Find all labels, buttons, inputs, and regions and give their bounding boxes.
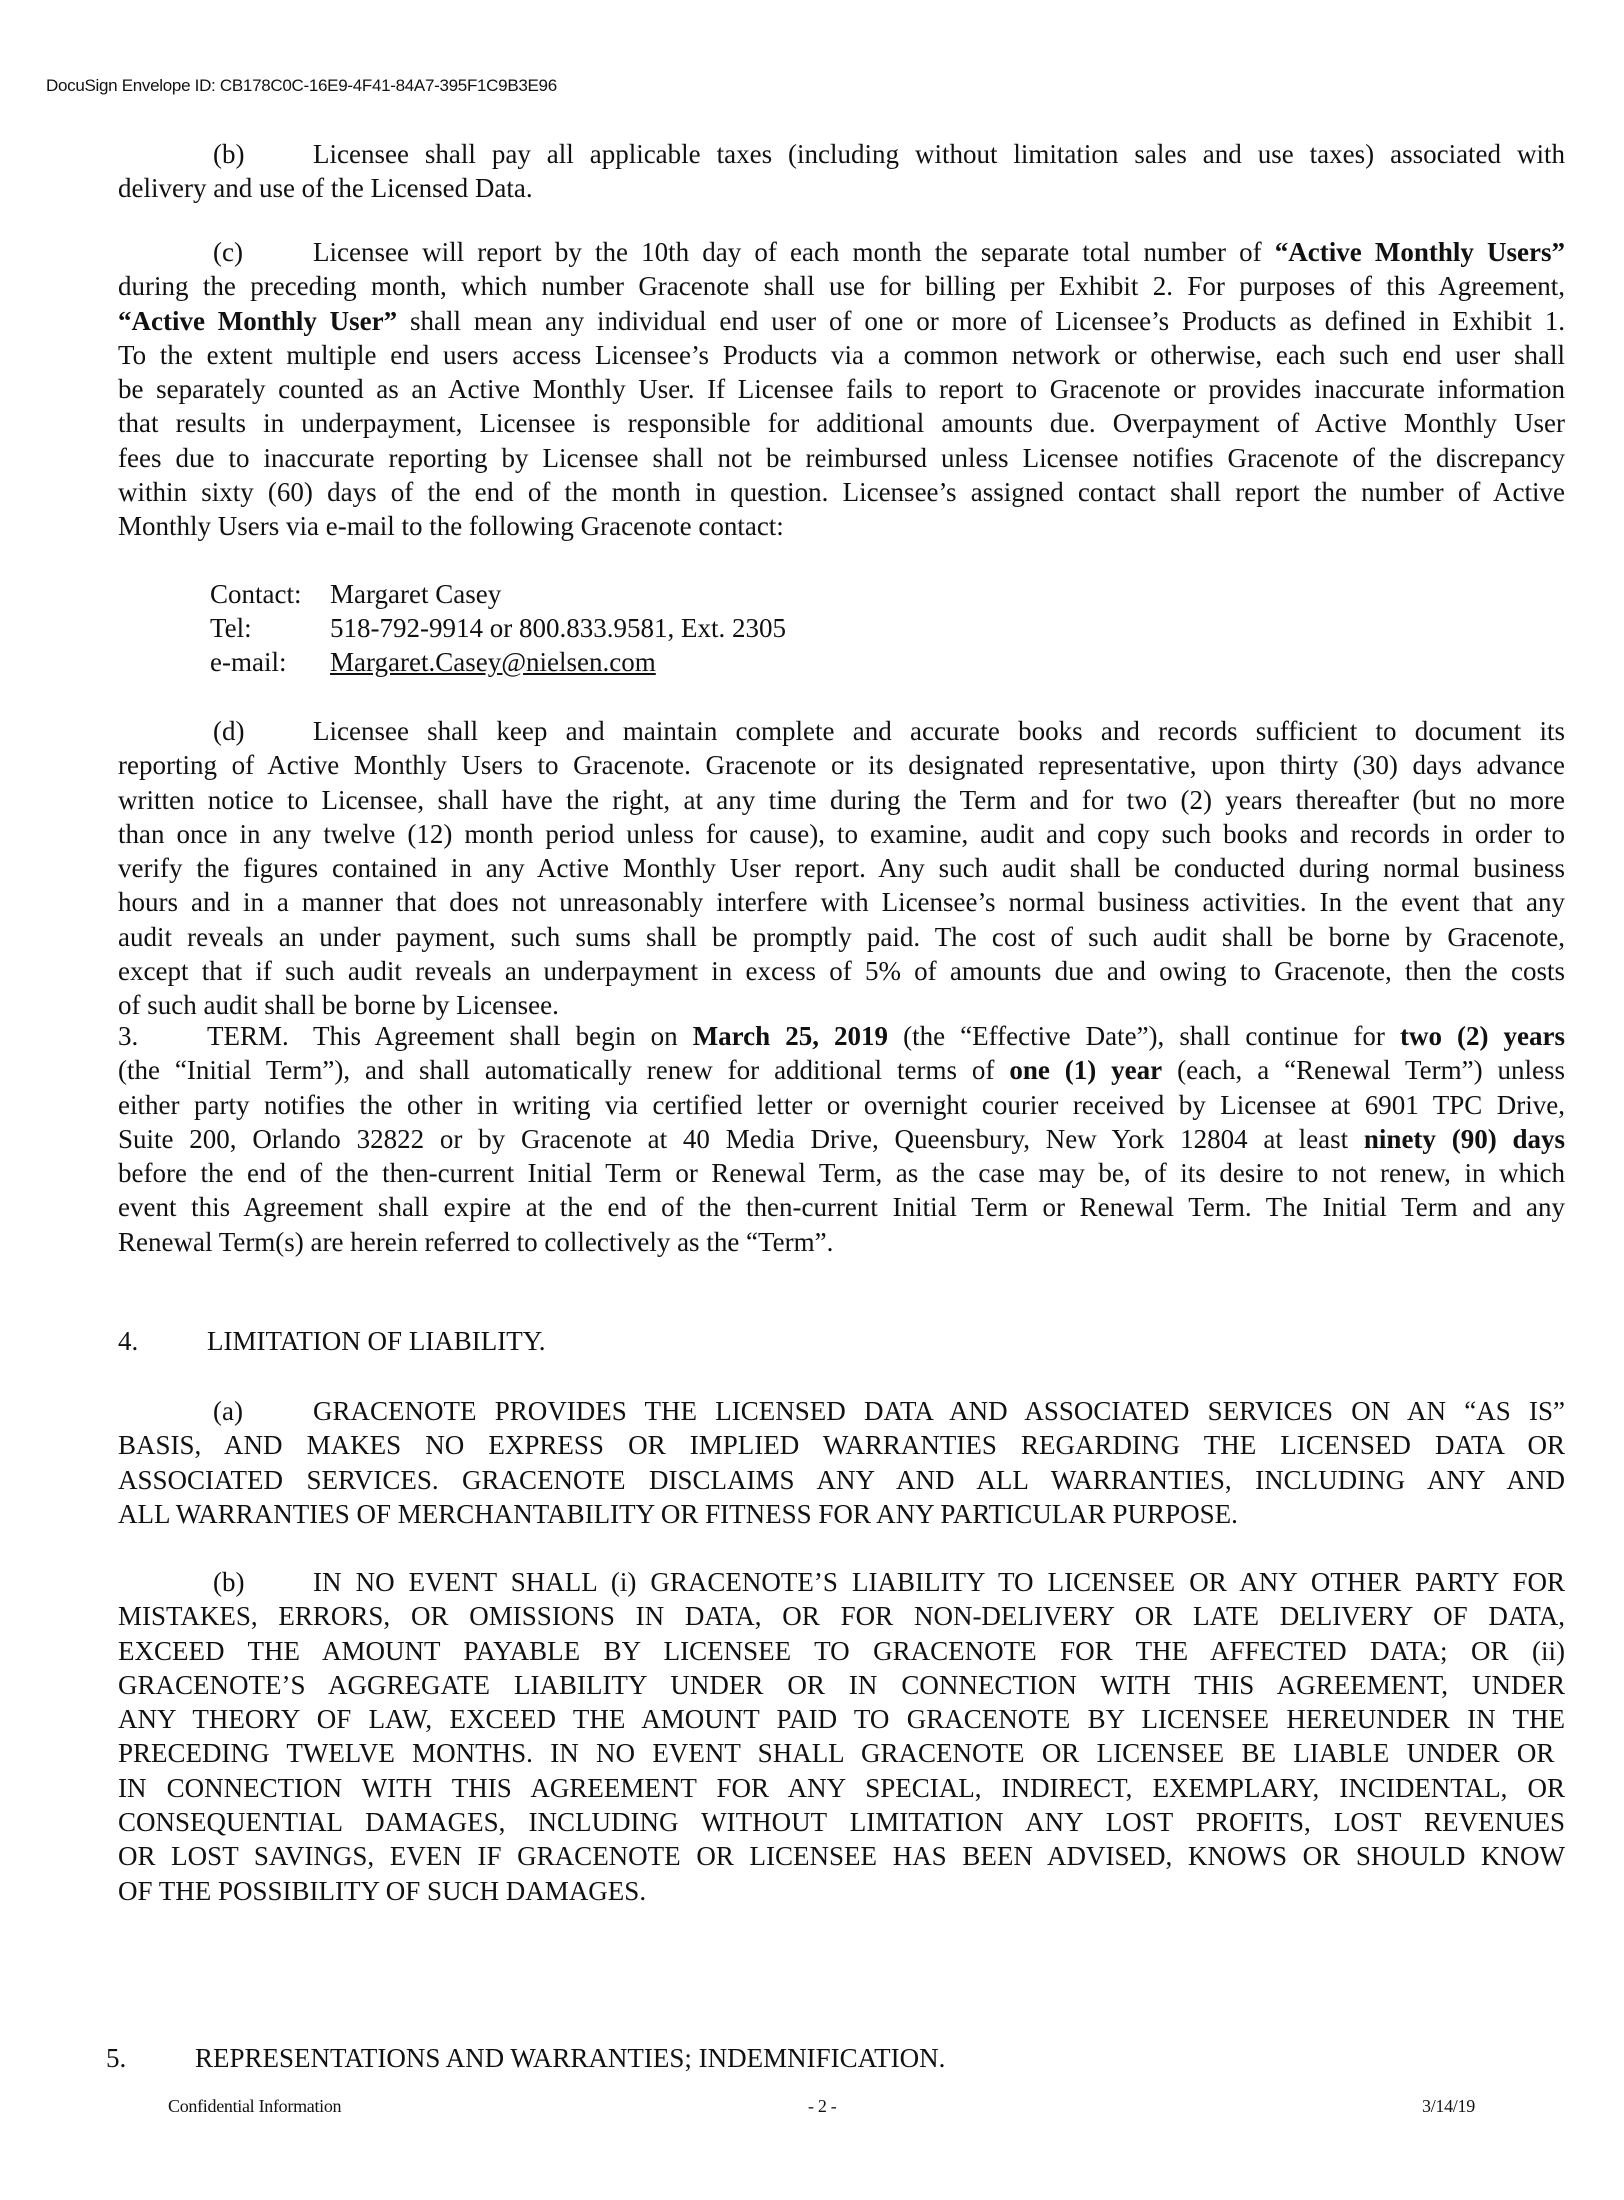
text-line [118, 475, 1565, 509]
text-line [118, 1088, 1565, 1122]
text-run: ANY THEORY OF LAW, EXCEED THE AMOUNT PAID TO GRACENOTE BY LICENSEE HEREUNDER IN THE [118, 1704, 1565, 1735]
text-line [118, 1702, 1565, 1736]
section-number: 3. [118, 1021, 139, 1051]
section-5-heading [106, 2041, 1553, 2075]
text-run: fees due to inaccurate reporting by Licensee shall not be reimbursed unless Licensee notifies Gracenote of the discrepancy [118, 442, 1565, 473]
text-line [118, 171, 1565, 205]
paragraph-label: (b) [213, 139, 245, 169]
section-heading: LIMITATION OF LIABILITY. [207, 1326, 546, 1356]
text-run: EXCEED THE AMOUNT PAYABLE BY LICENSEE TO GRACENOTE FOR THE AFFECTED DATA; OR (ii) [118, 1635, 1565, 1666]
paragraph-2c [118, 235, 1565, 544]
section-3-term [118, 1019, 1565, 1259]
text-run: shall mean any individual end user of one or more of Licensee’s Products as defined in Exhibit 1. [397, 305, 1565, 336]
text-line [118, 1428, 1565, 1462]
text-line [118, 372, 1565, 406]
section-heading: REPRESENTATIONS AND WARRANTIES; INDEMNIFICATION. [195, 2043, 946, 2073]
paragraph-4a [118, 1394, 1565, 1531]
text-line [118, 1805, 1565, 1839]
text-line [118, 1497, 1565, 1531]
text-line [118, 406, 1565, 440]
text-line [118, 1565, 1565, 1599]
text-run: Monthly Users via e-mail to the following Gracenote contact: [118, 511, 784, 542]
text-run: before the end of the then-current Initial Term or Renewal Term, as the case may be, of its desire to not renew, in which [118, 1158, 1565, 1189]
text-run: that results in underpayment, Licensee is responsible for additional amounts due. Overpayment of Active Monthly User [118, 408, 1565, 439]
text-run: IN NO EVENT SHALL (i) GRACENOTE’S LIABILITY TO LICENSEE OR ANY OTHER PARTY FOR [313, 1567, 1565, 1597]
text-run: reporting of Active Monthly Users to Gracenote. Gracenote or its designated representative, upon thirty (30) days advance [118, 750, 1565, 781]
text-line [118, 441, 1565, 475]
email-link[interactable]: Margaret.Casey@nielsen.com [330, 647, 656, 677]
paragraph-2b [118, 137, 1565, 206]
text-run: than once in any twelve (12) month period unless for cause), to examine, audit and copy such books and records in order to [118, 818, 1565, 849]
section-number: 4. [118, 1326, 139, 1356]
text-line [118, 920, 1565, 954]
text-run: OF THE POSSIBILITY OF SUCH DAMAGES. [118, 1875, 647, 1906]
paragraph-label: (a) [213, 1396, 243, 1426]
text-line [118, 1190, 1565, 1224]
text-run: except that if such audit reveals an underpayment in excess of 5% of amounts due and owing to Gracenote, then the costs [118, 956, 1565, 987]
text-line [118, 988, 1565, 1022]
tel-label: Tel: [210, 613, 252, 643]
text-run: ASSOCIATED SERVICES. GRACENOTE DISCLAIMS ANY AND ALL WARRANTIES, INCLUDING ANY AND [118, 1464, 1565, 1495]
text-run: Licensee shall pay all applicable taxes (including without limitation sales and use taxes) associated with [313, 139, 1565, 169]
text-run: (each, a “Renewal Term”) unless [1162, 1055, 1566, 1086]
text-run: IN CONNECTION WITH THIS AGREEMENT FOR ANY SPECIAL, INDIRECT, EXEMPLARY, INCIDENTAL, OR [118, 1772, 1565, 1803]
text-run: CONSEQUENTIAL DAMAGES, INCLUDING WITHOUT LIMITATION ANY LOST PROFITS, LOST REVENUES [118, 1807, 1565, 1838]
text-line [118, 1839, 1565, 1873]
text-line [118, 1463, 1565, 1497]
contact-name: Margaret Casey [330, 579, 502, 609]
footer-confidential: Confidential Information [168, 2096, 342, 2116]
text-line [118, 1225, 1565, 1259]
text-run: Renewal Term(s) are herein referred to collectively as the “Term”. [118, 1226, 834, 1257]
text-line [118, 1122, 1565, 1156]
text-run: within sixty (60) days of the end of the month in question. Licensee’s assigned contact shall report the number of Active [118, 477, 1565, 508]
text-line [118, 1634, 1565, 1668]
text-line [118, 269, 1565, 303]
paragraph-label: (c) [213, 237, 243, 267]
text-line [118, 1771, 1565, 1805]
text-run: either party notifies the other in writing via certified letter or overnight courier received by Licensee at 6901 TPC Drive, [118, 1089, 1565, 1120]
text-run: of such audit shall be borne by Licensee. [118, 990, 559, 1021]
text-line [118, 1599, 1565, 1633]
text-line [118, 1736, 1565, 1770]
text-line [118, 1019, 1565, 1053]
section-4-heading [118, 1324, 1565, 1358]
text-line [118, 954, 1565, 988]
text-line [118, 1668, 1565, 1702]
text-line [118, 851, 1565, 885]
footer-page-number: - 2 - [808, 2096, 837, 2116]
text-run: This Agreement shall begin on [313, 1021, 693, 1051]
text-run: ALL WARRANTIES OF MERCHANTABILITY OR FITNESS FOR ANY PARTICULAR PURPOSE. [118, 1498, 1238, 1529]
bold-term: “Active Monthly User” [118, 305, 398, 336]
text-line [118, 885, 1565, 919]
paragraph-label: (b) [213, 1567, 245, 1597]
text-line [118, 1053, 1565, 1087]
text-run: Suite 200, Orlando 32822 or by Gracenote at 40 Media Drive, Queensbury, New York 12804 at least [118, 1123, 1364, 1154]
bold-term: one (1) year [1009, 1055, 1163, 1086]
footer-date: 3/14/19 [1422, 2096, 1475, 2116]
text-line [118, 1394, 1565, 1428]
section-number: 5. [106, 2043, 127, 2073]
paragraph-2d [118, 714, 1565, 1023]
contact-block [210, 577, 786, 679]
text-run: (the “Effective Date”), shall continue for [888, 1021, 1400, 1051]
text-run: written notice to Licensee, shall have the right, at any time during the Term and for two (2) years thereafter (but no more [118, 784, 1565, 815]
text-run: (the “Initial Term”), and shall automatically renew for additional terms of [118, 1055, 1010, 1086]
text-line [118, 235, 1565, 269]
text-run: during the preceding month, which number Gracenote shall use for billing per Exhibit 2. For purposes of this Agreement, [118, 271, 1565, 302]
docusign-envelope-id: DocuSign Envelope ID: CB178C0C-16E9-4F41-84A7-395F1C9B3E96 [46, 76, 557, 95]
text-line [118, 509, 1565, 543]
text-line [118, 783, 1565, 817]
bold-term: “Active Monthly Users” [1274, 237, 1566, 267]
text-run: audit reveals an under payment, such sums shall be promptly paid. The cost of such audit shall be borne by Gracenote, [118, 921, 1565, 952]
text-line [118, 137, 1565, 171]
text-line [118, 748, 1565, 782]
text-run: verify the figures contained in any Active Monthly User report. Any such audit shall be conducted during normal business [118, 853, 1565, 884]
contact-label: Contact: [210, 579, 302, 609]
text-run: be separately counted as an Active Monthly User. If Licensee fails to report to Gracenote or provides inaccurate information [118, 374, 1565, 405]
bold-term: March 25, 2019 [692, 1021, 889, 1051]
text-line [118, 817, 1565, 851]
text-line [118, 714, 1565, 748]
bold-term: ninety (90) days [1363, 1123, 1565, 1154]
text-run: Licensee shall keep and maintain complete and accurate books and records sufficient to document its [313, 716, 1565, 746]
text-run: MISTAKES, ERRORS, OR OMISSIONS IN DATA, OR FOR NON-DELIVERY OR LATE DELIVERY OF DATA, [118, 1601, 1565, 1632]
text-run: BASIS, AND MAKES NO EXPRESS OR IMPLIED WARRANTIES REGARDING THE LICENSED DATA OR [118, 1430, 1565, 1461]
text-run: To the extent multiple end users access Licensee’s Products via a common network or otherwise, each such end user shall [118, 339, 1565, 370]
text-run: hours and in a manner that does not unreasonably interfere with Licensee’s normal business activities. In the event that any [118, 887, 1565, 918]
email-label: e-mail: [210, 647, 287, 677]
tel-value: 518-792-9914 or 800.833.9581, Ext. 2305 [330, 613, 786, 643]
paragraph-4b [118, 1565, 1565, 1908]
text-run: GRACENOTE PROVIDES THE LICENSED DATA AND ASSOCIATED SERVICES ON AN “AS IS” [313, 1396, 1565, 1426]
text-run: delivery and use of the Licensed Data. [118, 173, 533, 204]
text-run: event this Agreement shall expire at the end of the then-current Initial Term or Renewal Term. The Initial Term and any [118, 1192, 1565, 1223]
text-line [118, 338, 1565, 372]
text-line [118, 1156, 1565, 1190]
text-line [118, 1874, 1565, 1908]
text-run: OR LOST SAVINGS, EVEN IF GRACENOTE OR LICENSEE HAS BEEN ADVISED, KNOWS OR SHOULD KNOW [118, 1841, 1565, 1872]
paragraph-label: (d) [213, 716, 245, 746]
text-line [118, 304, 1565, 338]
text-run: GRACENOTE’S AGGREGATE LIABILITY UNDER OR IN CONNECTION WITH THIS AGREEMENT, UNDER [118, 1669, 1565, 1700]
text-run: PRECEDING TWELVE MONTHS. IN NO EVENT SHALL GRACENOTE OR LICENSEE BE LIABLE UNDER OR [118, 1738, 1555, 1769]
bold-term: two (2) years [1399, 1021, 1566, 1051]
section-heading: TERM. [207, 1021, 289, 1051]
text-run: Licensee will report by the 10th day of each month the separate total number of [313, 237, 1275, 267]
